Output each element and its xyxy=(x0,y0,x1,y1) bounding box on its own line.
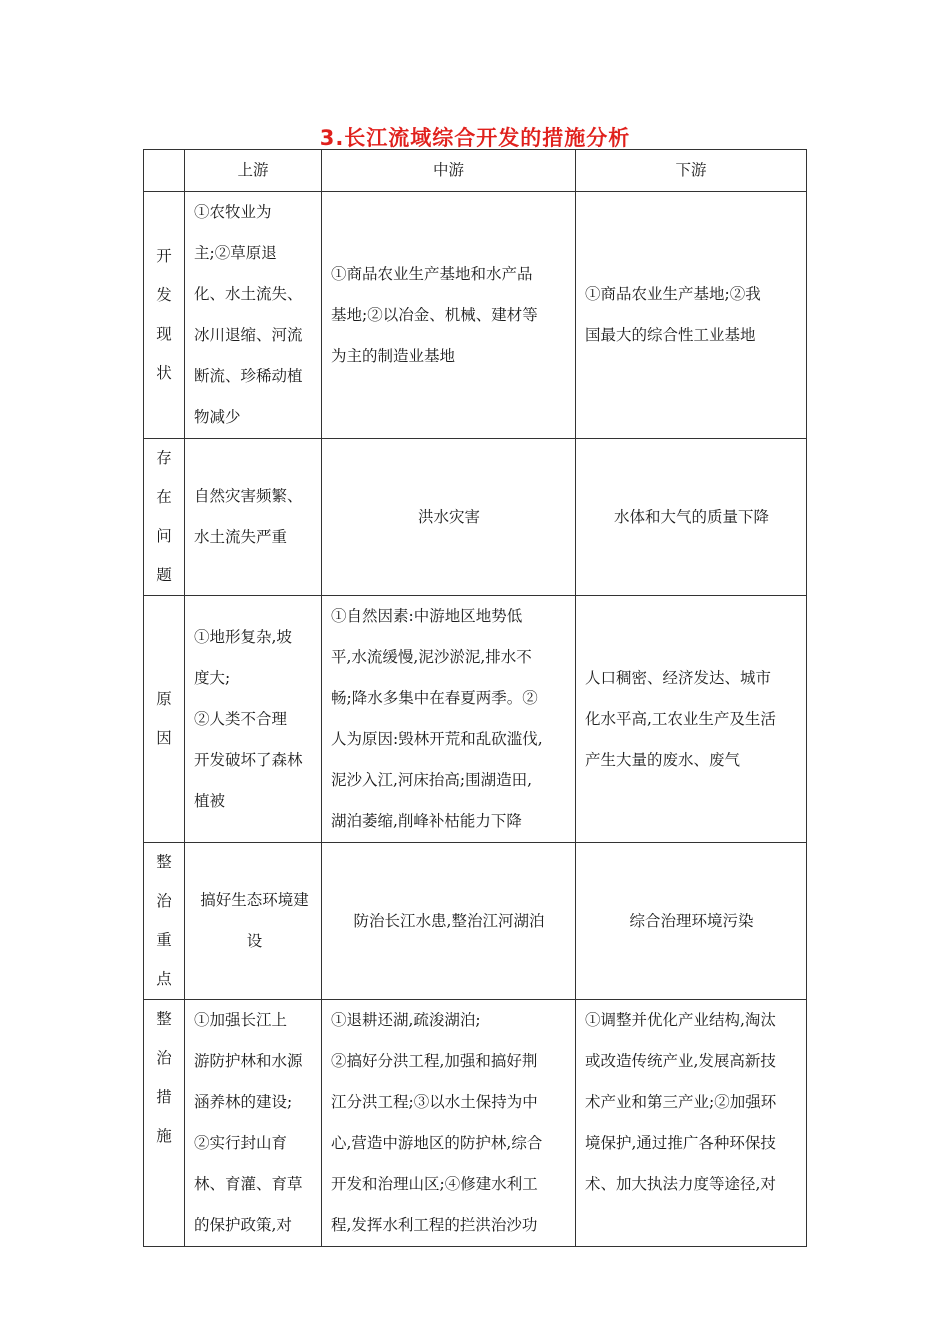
cell-middle: 防治长江水患,整治江河湖泊 xyxy=(322,843,576,1000)
cell-lower: 人口稠密、经济发达、城市 化水平高,工农业生产及生活 产生大量的废水、废气 xyxy=(576,596,807,843)
header-lower: 下游 xyxy=(576,150,807,192)
header-upper: 上游 xyxy=(185,150,322,192)
table-header-row xyxy=(144,150,807,192)
table-row xyxy=(144,192,807,439)
header-corner xyxy=(144,150,185,192)
row-label: 原 因 xyxy=(144,596,185,843)
cell-upper: 自然灾害频繁、 水土流失严重 xyxy=(185,439,322,596)
row-label: 整 治 重 点 xyxy=(144,843,185,1000)
table-row xyxy=(144,843,807,1000)
cell-lower: 水体和大气的质量下降 xyxy=(576,439,807,596)
row-label: 整 治 措 施 xyxy=(144,1000,185,1247)
cell-middle: 洪水灾害 xyxy=(322,439,576,596)
cell-middle: ①退耕还湖,疏浚湖泊; ②搞好分洪工程,加强和搞好荆 江分洪工程;③以水土保持为中 心,营造中游地区的防护林,综合 开发和治理山区;④修建水利工 程,发挥水利工程的拦洪治沙功 xyxy=(322,1000,576,1247)
cell-middle: ①商品农业生产基地和水产品 基地;②以冶金、机械、建材等 为主的制造业基地 xyxy=(322,192,576,439)
cell-lower: ①商品农业生产基地;②我 国最大的综合性工业基地 xyxy=(576,192,807,439)
table-row xyxy=(144,1000,807,1247)
cell-lower: ①调整并优化产业结构,淘汰 或改造传统产业,发展高新技 术产业和第三产业;②加强环 境保护,通过推广各种环保技 术、加大执法力度等途径,对 xyxy=(576,1000,807,1247)
row-label: 开 发 现 状 xyxy=(144,192,185,439)
cell-upper: ①农牧业为 主;②草原退 化、水土流失、 冰川退缩、河流 断流、珍稀动植 物减少 xyxy=(185,192,322,439)
header-middle: 中游 xyxy=(322,150,576,192)
table-row xyxy=(144,596,807,843)
cell-middle: ①自然因素:中游地区地势低 平,水流缓慢,泥沙淤泥,排水不 畅;降水多集中在春夏两季。② 人为原因:毁林开荒和乱砍滥伐, 泥沙入江,河床抬高;围湖造田, 湖泊萎缩,削峰补枯能力下降 xyxy=(322,596,576,843)
row-label: 存 在 问 题 xyxy=(144,439,185,596)
page-title: 3.长江流域综合开发的措施分析 xyxy=(319,126,631,150)
table-row xyxy=(144,439,807,596)
comparison-table xyxy=(143,149,807,1247)
cell-upper: 搞好生态环境建 设 xyxy=(185,843,322,1000)
cell-upper: ①加强长江上 游防护林和水源 涵养林的建设; ②实行封山育 林、育灌、育草 的保护政策,对 xyxy=(185,1000,322,1247)
cell-upper: ①地形复杂,坡 度大; ②人类不合理 开发破坏了森林 植被 xyxy=(185,596,322,843)
cell-lower: 综合治理环境污染 xyxy=(576,843,807,1000)
